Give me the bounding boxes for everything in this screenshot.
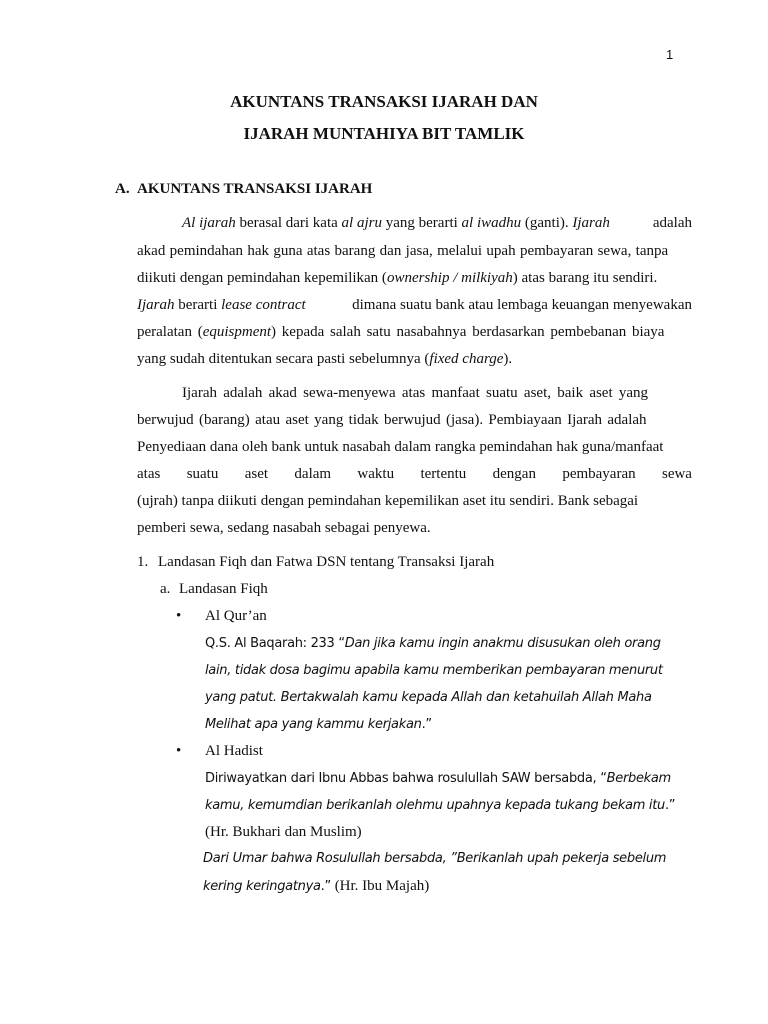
document-title-line-1: AKUNTANS TRANSAKSI IJARAH DAN — [230, 92, 538, 111]
hadist-line-1: Diriwayatkan dari Ibnu Abbas bahwa rosulullah SAW bersabda, “Berbekam — [205, 771, 671, 786]
paragraph-2-line-1: Ijarah adalah akad sewa-menyewa atas manfaat suatu aset, baik aset yang — [182, 385, 649, 401]
hadist-line-3: (Hr. Bukhari dan Muslim) — [205, 824, 362, 840]
list-item-1: 1. Landasan Fiqh dan Fatwa DSN tentang Transaksi Ijarah — [137, 554, 495, 570]
list-marker: a. — [160, 581, 171, 597]
quran-line-1: Q.S. Al Baqarah: 233 “Dan jika kamu ingin anakmu disusukan oleh orang — [205, 636, 661, 651]
list-item-a: a. Landasan Fiqh — [160, 581, 268, 597]
quran-line-2: lain, tidak dosa bagimu apabila kamu memberikan pembayaran menurut — [205, 663, 663, 678]
paragraph-1-line-5: peralatan (equispment) kepada salah satu nasabahnya berdasarkan pembebanan biaya — [137, 324, 665, 340]
section-marker: A. — [115, 181, 130, 197]
paragraph-1-line-2: akad pemindahan hak guna atas barang dan jasa, melalui upah pembayaran sewa, tanpa — [137, 243, 669, 259]
document-title-line-2: IJARAH MUNTAHIYA BIT TAMLIK — [243, 124, 525, 143]
paragraph-1-line-1: Al ijarah berasal dari kata al ajru yang berarti al iwadhu (ganti). Ijarah adalah — [182, 215, 692, 231]
section-heading — [115, 181, 372, 198]
paragraph-2-line-3: Penyediaan dana oleh bank untuk nasabah dalam rangka pemindahan hak guna/manfaat — [137, 439, 664, 455]
paragraph-2-line-5: (ujrah) tanpa diikuti dengan pemindahan kepemilikan aset itu sendiri. Bank sebagai — [137, 493, 639, 509]
quran-heading: Al Qur’an — [205, 608, 267, 624]
bullet-icon: • — [176, 743, 182, 759]
hadist-heading: Al Hadist — [205, 743, 263, 759]
bullet-icon: • — [176, 608, 182, 624]
hadist-line-4: Dari Umar bahwa Rosulullah bersabda, ”Berikanlah upah pekerja sebelum — [203, 851, 667, 866]
paragraph-1-line-6: yang sudah ditentukan secara pasti sebelumnya (fixed charge). — [137, 351, 513, 367]
page-number: 1 — [666, 47, 674, 62]
list-marker: 1. — [137, 554, 149, 570]
paragraph-2-line-6: pemberi sewa, sedang nasabah sebagai penyewa. — [137, 520, 431, 536]
paragraph-1-line-4: Ijarah berarti lease contract dimana suatu bank atau lembaga keuangan menyewakan — [137, 297, 692, 313]
term-al-ijarah: Al ijarah — [182, 215, 236, 231]
quran-line-3: yang patut. Bertakwalah kamu kepada Allah dan ketahuilah Allah Maha — [205, 690, 652, 705]
hadist-line-2: kamu, kemumdian berikanlah olehmu upahnya kepada tukang bekam itu.” — [205, 798, 676, 813]
hadist-line-5: kering keringatnya.” (Hr. Ibu Majah) — [203, 878, 430, 894]
paragraph-2-line-4: atas suatu aset dalam waktu tertentu dengan pembayaran sewa — [137, 466, 692, 482]
paragraph-1-line-3: diikuti dengan pemindahan kepemilikan (ownership / milkiyah) atas barang itu sendiri. — [137, 270, 658, 286]
quran-line-4: Melihat apa yang kammu kerjakan.” — [205, 717, 432, 732]
section-title: AKUNTANS TRANSAKSI IJARAH — [137, 181, 373, 197]
paragraph-2-line-2: berwujud (barang) atau aset yang tidak berwujud (jasa). Pembiayaan Ijarah adalah — [137, 412, 647, 428]
